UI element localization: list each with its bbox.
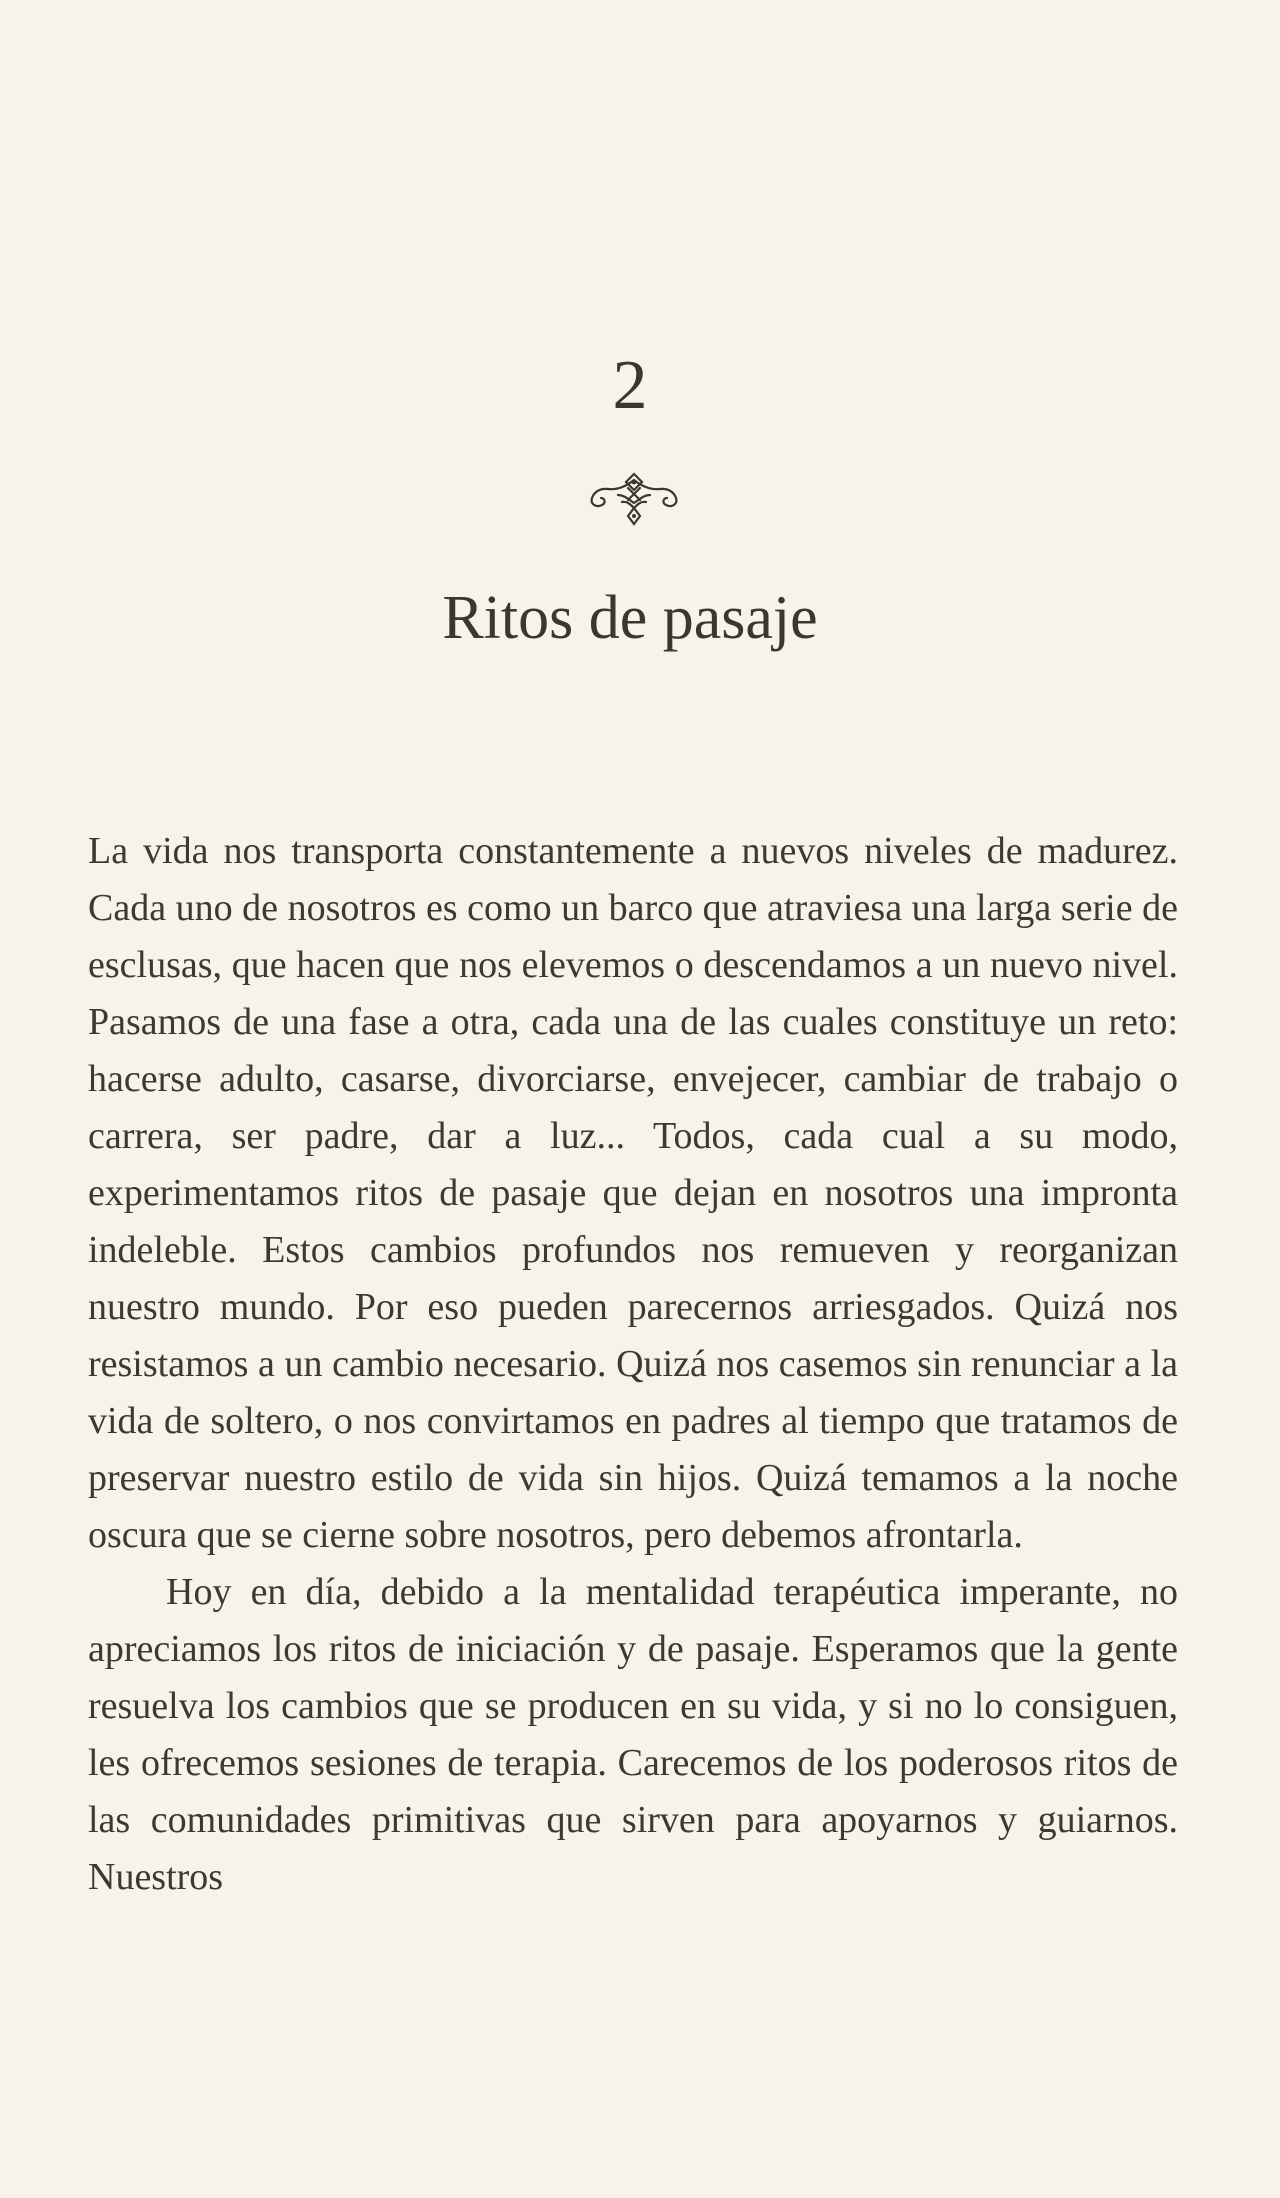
paragraph: Hoy en día, debido a la mentalidad terapéutica imperante, no apreciamos los ritos de iniciación y de pasaje. Esperamos que la gente resuelva los cambios que se producen en su vida, y si no lo consiguen, les ofrecemos sesiones de terapia. Carecemos de los poderosos ritos de las comunidades primitivas que sirven para apoyarnos y guiarnos. Nuestros (88, 1571, 1178, 1898)
chapter-title: Ritos de pasaje (442, 584, 818, 652)
chapter-number: 2 (612, 347, 648, 424)
body-text (88, 823, 1178, 1906)
fleuron-ornament-icon (578, 468, 690, 528)
paragraph: La vida nos transporta constantemente a nuevos niveles de madurez. Cada uno de nosotros es como un barco que atraviesa una larga serie de esclusas, que hacen que nos elevemos o descendamos a un nuevo nivel. Pasamos de una fase a otra, cada una de las cuales constituye un reto: hacerse adulto, casarse, divorciarse, envejecer, cambiar de trabajo o carrera, ser padre, dar a luz... Todos, cada cual a su modo, experimentamos ritos de pasaje que dejan en nosotros una impronta indeleble. Estos cambios profundos nos remueven y reorganizan nuestro mundo. Por eso pueden parecernos arriesgados. Quizá nos resistamos a un cambio necesario. Quizá nos casemos sin renunciar a la vida de soltero, o nos convirtamos en padres al tiempo que tratamos de preservar nuestro estilo de vida sin hijos. Quizá temamos a la noche oscura que se cierne sobre nosotros, pero debemos afrontarla. (88, 830, 1178, 1556)
